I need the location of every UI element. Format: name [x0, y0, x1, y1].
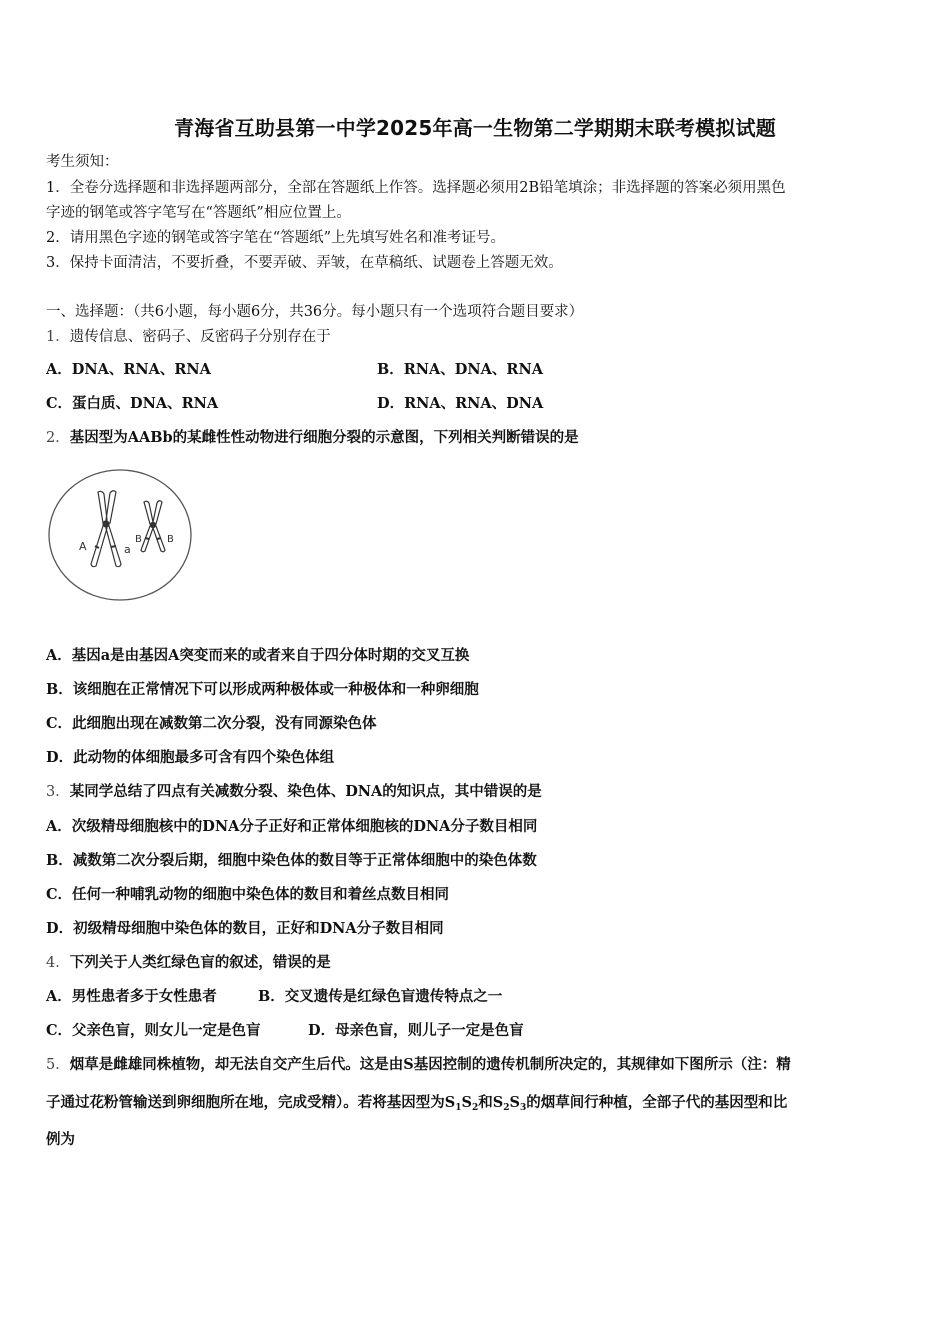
question-4	[46, 954, 331, 972]
question-number: 5．	[46, 1057, 70, 1073]
genotype-1: $S_1S_2$	[444, 1094, 479, 1113]
q2-option-a: A．基因a是由基因A突变而来的或者来自于四分体时期的交叉互换	[46, 647, 470, 664]
question-number: 3．	[46, 784, 70, 800]
q1-option-a: A．DNA、RNA、RNA	[46, 361, 211, 378]
notice-item-1-cont: 字迹的钢笔或答字笔写在“答题纸”相应位置上。	[46, 205, 351, 221]
question-5	[46, 1056, 791, 1074]
question-stem-line-3: 例为	[46, 1131, 75, 1148]
gene-label-b-left: B	[135, 534, 142, 545]
gene-label-b-right: B	[167, 534, 174, 545]
notice-heading: 考生须知：	[46, 154, 119, 170]
q4-option-a: A．男性患者多于女性患者	[46, 988, 217, 1005]
question-stem: 遗传信息、密码子、反密码子分别存在于	[69, 329, 331, 345]
question-number: 2．	[46, 430, 70, 446]
question-2	[46, 429, 579, 447]
chromosome-small	[141, 501, 165, 552]
question-stem: 某同学总结了四点有关减数分裂、染色体、DNA的知识点，其中错误的是	[69, 783, 542, 800]
q3-option-a: A．次级精母细胞核中的DNA分子正好和正常体细胞核的DNA分子数目相同	[46, 818, 538, 835]
exam-title: 青海省互助县第一中学2025年高一生物第二学期期末联考模拟试题	[174, 116, 776, 140]
question-5-line-2	[46, 1094, 787, 1117]
section-heading: 一、选择题：（共6小题，每小题6分，共36分。每小题只有一个选项符合题目要求）	[46, 304, 584, 320]
q1-option-b: B．RNA、DNA、RNA	[377, 361, 543, 378]
q3-option-d: D．初级精母细胞中染色体的数目，正好和DNA分子数目相同	[46, 920, 444, 937]
gene-label-a-lower: a	[124, 543, 131, 556]
question-stem-line-2-end: 的烟草间行种植，全部子代的基因型和比	[526, 1094, 788, 1111]
q1-option-c: C．蛋白质、DNA、RNA	[46, 395, 219, 412]
q3-option-b: B．减数第二次分裂后期，细胞中染色体的数目等于正常体细胞中的染色体数	[46, 852, 537, 869]
genotype-2: $S_2S_3$	[492, 1094, 527, 1113]
q2-option-c: C．此细胞出现在减数第二次分裂，没有同源染色体	[46, 715, 377, 732]
question-stem-line-2: 子通过花粉管输送到卵细胞所在地，完成受精）。若将基因型为	[46, 1094, 445, 1111]
question-number: 1．	[46, 329, 70, 345]
stem-and: 和	[478, 1094, 493, 1111]
cell-division-figure	[46, 466, 196, 604]
question-stem: 下列关于人类红绿色盲的叙述，错误的是	[69, 954, 331, 971]
question-stem-line-1: 烟草是雌雄同株植物，却无法自交产生后代。这是由S基因控制的遗传机制所决定的，其规律如下图所示（注：精	[69, 1056, 791, 1073]
q2-option-d: D．此动物的体细胞最多可含有四个染色体组	[46, 749, 335, 766]
q3-option-c: C．任何一种哺乳动物的细胞中染色体的数目和着丝点数目相同	[46, 886, 450, 903]
notice-item-2: 2．请用黑色字迹的钢笔或答字笔在“答题纸”上先填写姓名和准考证号。	[46, 230, 506, 246]
question-1	[46, 328, 331, 346]
q2-option-b: B．该细胞在正常情况下可以形成两种极体或一种极体和一种卵细胞	[46, 681, 479, 698]
cell-diagram	[46, 466, 196, 604]
q4-option-c: C．父亲色盲，则女儿一定是色盲	[46, 1022, 261, 1039]
q4-option-b: B．交叉遗传是红绿色盲遗传特点之一	[258, 988, 503, 1005]
gene-label-a-upper: A	[79, 540, 87, 553]
question-3	[46, 783, 542, 801]
q4-option-d: D．母亲色盲，则儿子一定是色盲	[308, 1022, 524, 1039]
notice-item-3: 3．保持卡面清洁，不要折叠，不要弄破、弄皱，在草稿纸、试题卷上答题无效。	[46, 255, 563, 271]
notice-item-1: 1．全卷分选择题和非选择题两部分，全部在答题纸上作答。选择题必须用2B铅笔填涂；非选择题的答案必须用黑色	[46, 180, 786, 196]
question-number: 4．	[46, 955, 70, 971]
chromosome-large	[91, 491, 121, 567]
q1-option-d: D．RNA、RNA、DNA	[377, 395, 544, 412]
question-stem: 基因型为AABb的某雌性性动物进行细胞分裂的示意图，下列相关判断错误的是	[69, 429, 579, 446]
